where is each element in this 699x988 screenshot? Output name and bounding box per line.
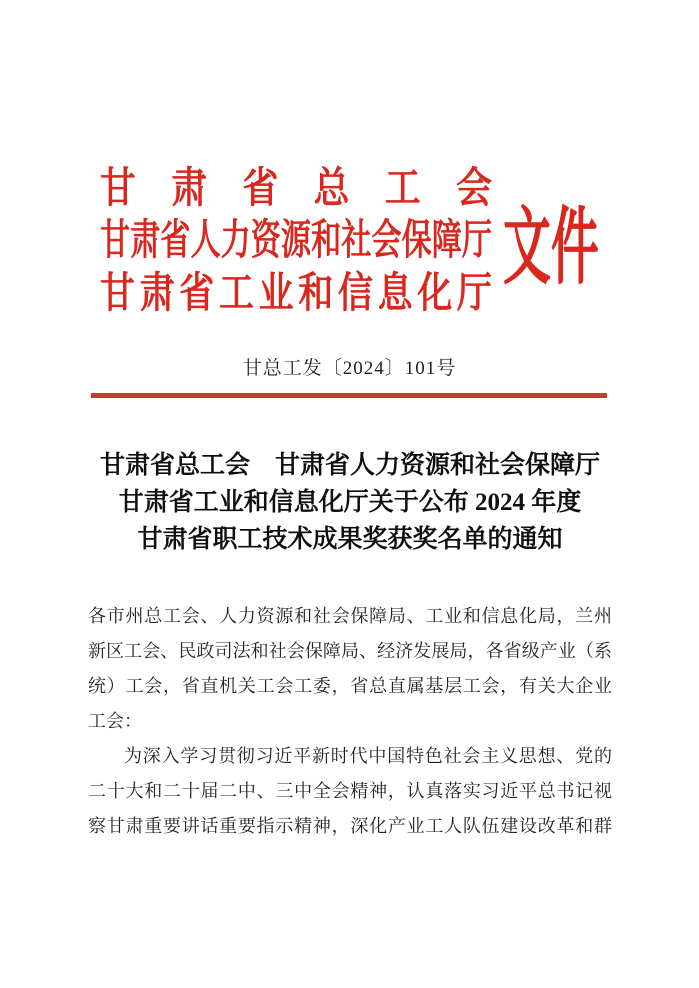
- title-line-2: 甘肃省工业和信息化厅关于公布 2024 年度: [118, 489, 582, 516]
- doc-type-label: [503, 202, 671, 295]
- doc-type-text: 文件: [503, 202, 599, 295]
- issuer-name-text-3: 甘 肃 省 工 业 和 信 息 化 厅: [100, 271, 492, 317]
- body-line-paragraph-start: 为深入学习贯彻习近平新时代中国特色社会主义思想、党的: [124, 746, 612, 766]
- doc-number: 甘总工发〔2024〕101号: [242, 358, 457, 379]
- issuer-name-line-1: [100, 167, 560, 212]
- document-title: [88, 447, 612, 558]
- red-separator-line: [91, 393, 607, 398]
- issuer-name-text-2: 甘肃省人力资源和社会保障厅: [100, 218, 493, 264]
- issuer-name-text-1: 甘 肃 省 总 工 会: [100, 166, 492, 212]
- body-line: 各市州总工会、人力资源和社会保障局、工业和信息化局，兰州: [88, 606, 612, 626]
- body-line: 察甘肃重要讲话重要指示精神，深化产业工人队伍建设改革和群: [88, 816, 612, 836]
- body-line-salutation-end: 工会：: [88, 711, 142, 731]
- title-line-1: 甘肃省总工会 甘肃省人力资源和社会保障厅: [99, 452, 600, 479]
- document-body: [88, 599, 612, 844]
- body-line: 新区工会、民政司法和社会保障局、经济发展局，各省级产业（系: [88, 641, 612, 661]
- body-line: 二十大和二十届二中、三中全会精神，认真落实习近平总书记视: [88, 781, 612, 801]
- body-line: 统）工会，省直机关工会工委，省总直属基层工会，有关大企业: [88, 676, 612, 696]
- issuer-name-line-3: [100, 272, 570, 317]
- title-line-3: 甘肃省职工技术成果奖获奖名单的通知: [137, 526, 563, 553]
